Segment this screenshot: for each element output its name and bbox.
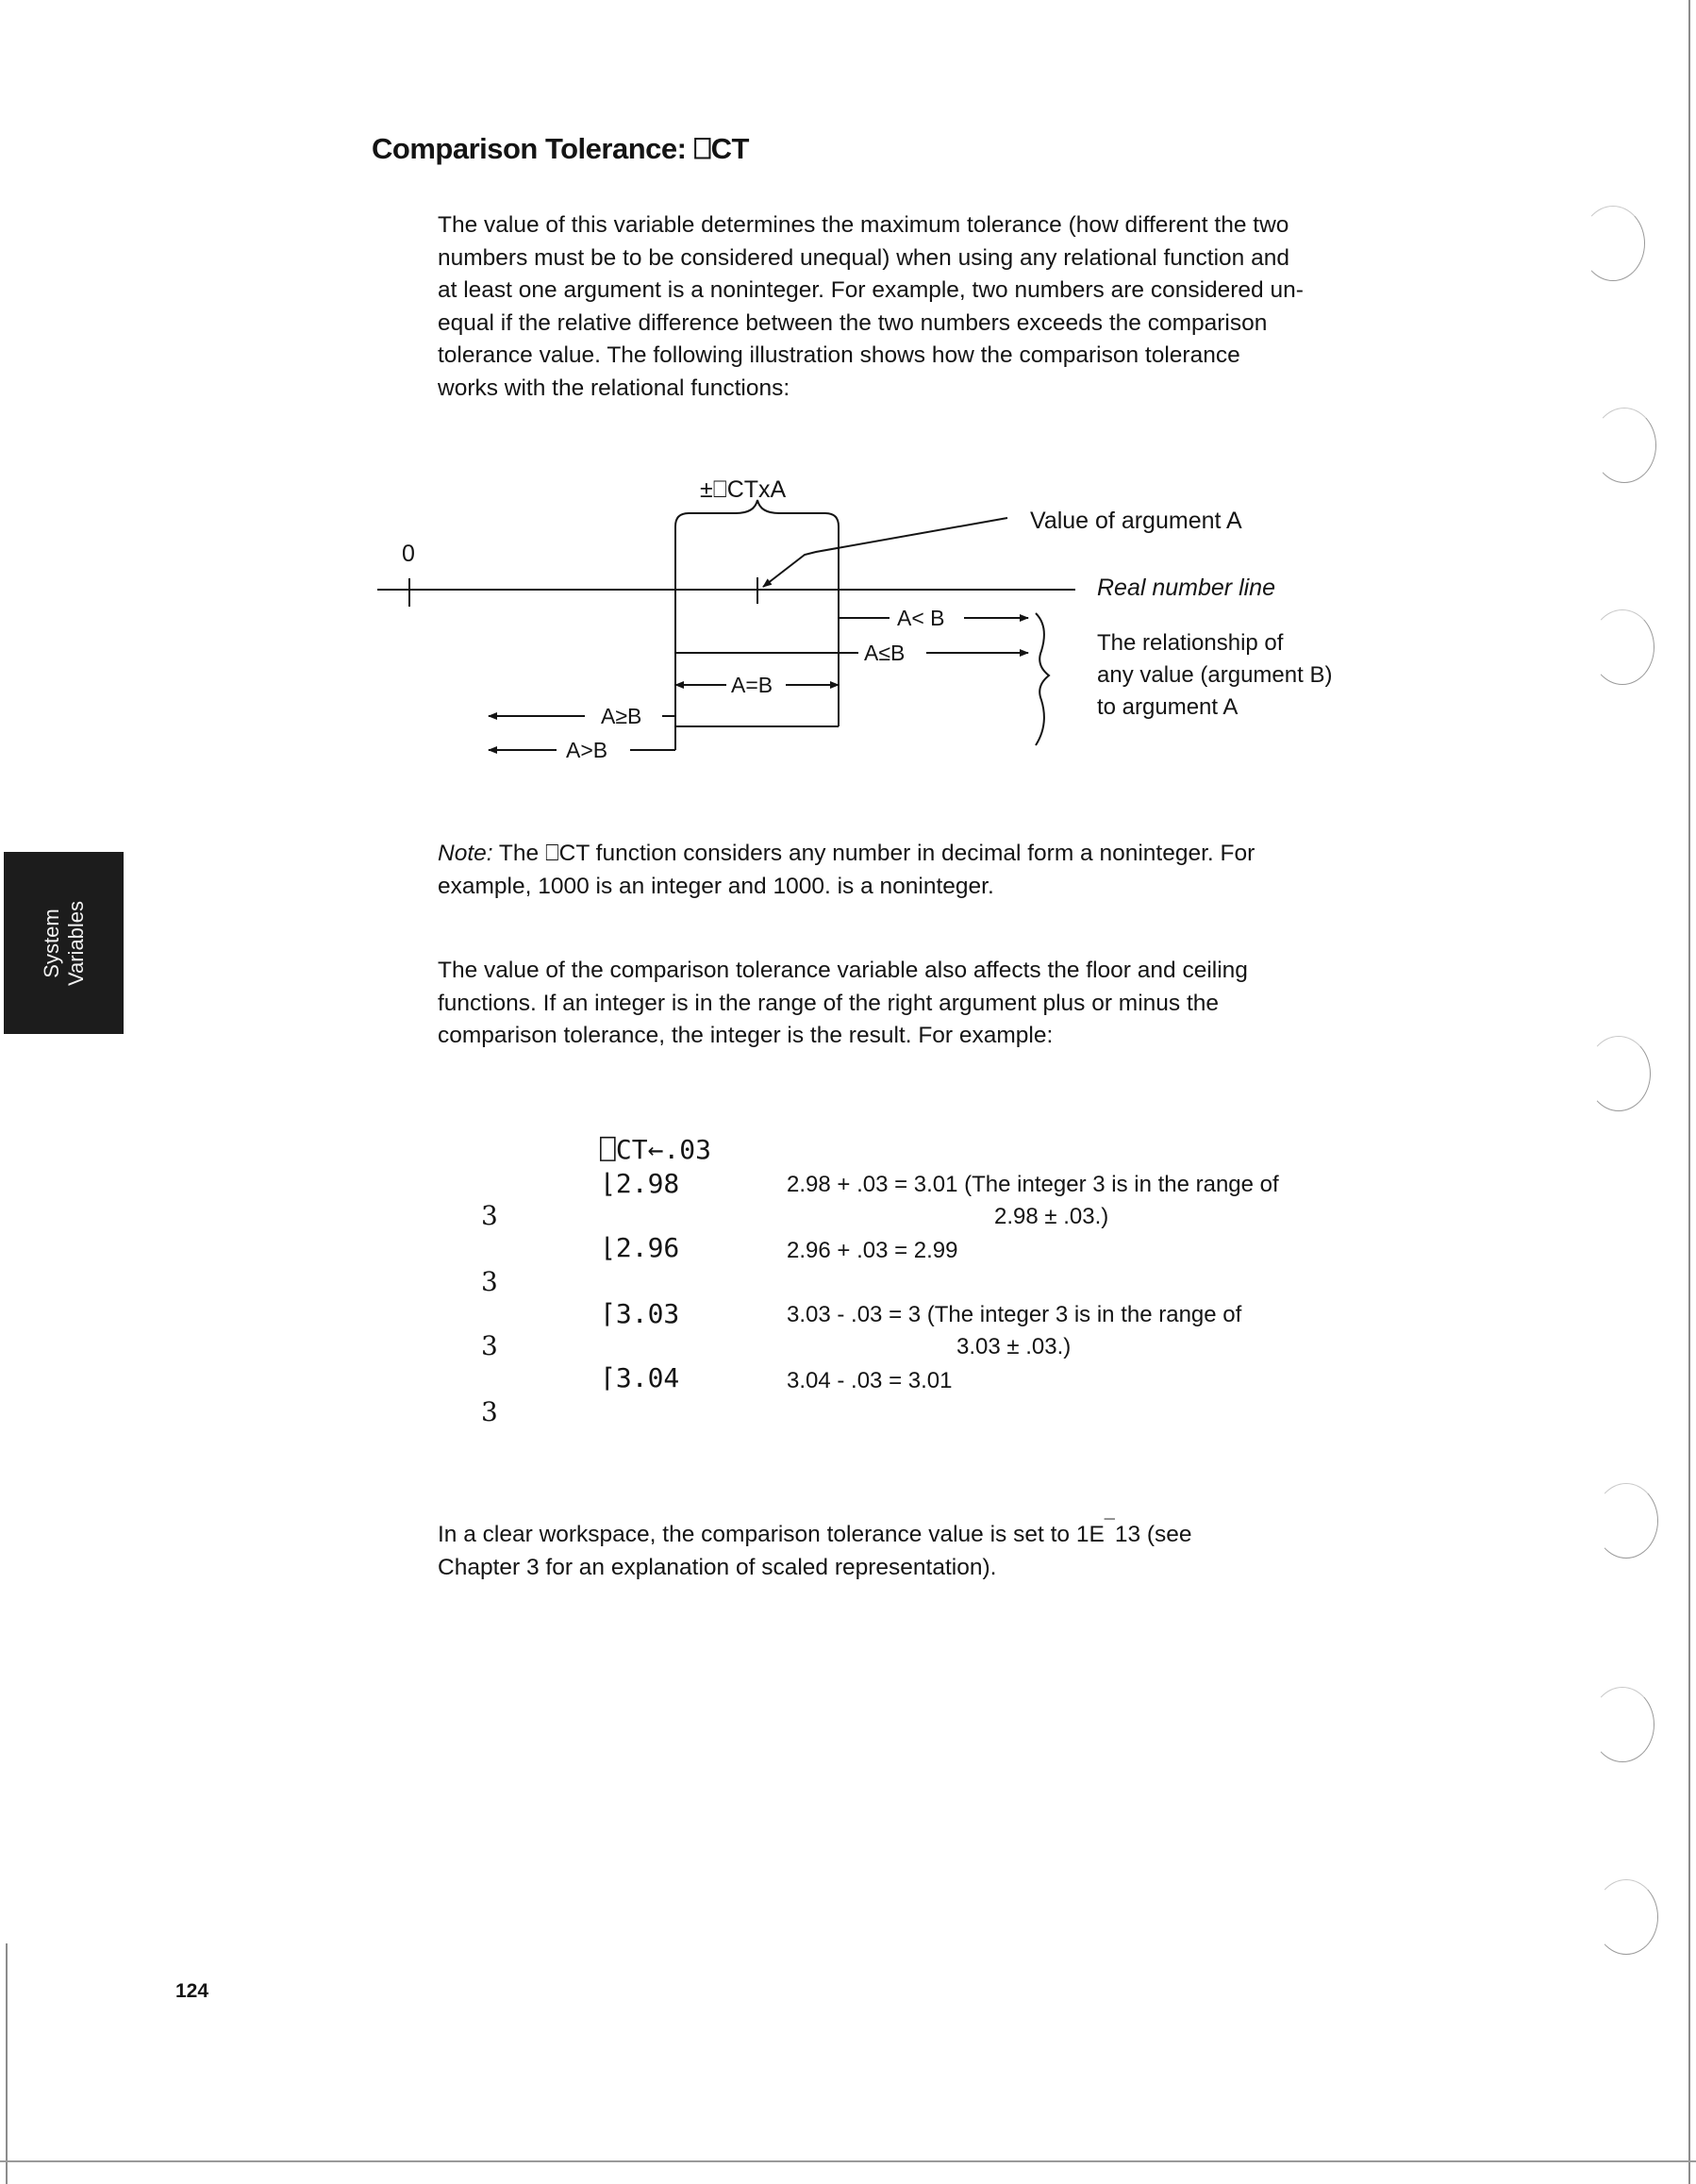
example-assign: ⎕CT←.03 <box>600 1134 712 1165</box>
example-code: ⌊2.96 <box>600 1232 680 1263</box>
relationship-brace <box>1036 613 1049 745</box>
binder-hole <box>1594 1483 1658 1559</box>
rel-le-label: A≤B <box>864 641 906 665</box>
example-explanation: 3.04 - .03 = 3.01 <box>787 1368 953 1393</box>
value-a-pointer <box>763 518 1007 587</box>
relationship-line: any value (argument B) <box>1097 662 1333 688</box>
rel-eq-label: A=B <box>731 673 773 697</box>
example-result: 3 <box>481 1396 498 1427</box>
side-tab-line: Variables <box>63 900 88 986</box>
page-edge-right <box>1688 0 1690 2184</box>
example-explanation: 3.03 ± .03.) <box>956 1334 1072 1359</box>
binder-hole <box>1587 1036 1651 1111</box>
paragraph-line: Chapter 3 for an explanation of scaled representation). <box>438 1554 997 1580</box>
example-explanation: 3.03 - .03 = 3 (The integer 3 is in the range of <box>787 1302 1242 1327</box>
zero-label: 0 <box>402 541 415 567</box>
intro-line: works with the relational functions: <box>438 375 790 401</box>
page-edge-bottom <box>0 2160 1696 2162</box>
real-line-label: Real number line <box>1097 575 1275 601</box>
paragraph-line: The value of the comparison tolerance variable also affects the floor and ceiling <box>438 958 1248 983</box>
note-line: example, 1000 is an integer and 1000. is a noninteger. <box>438 873 994 899</box>
binder-hole <box>1594 1879 1658 1955</box>
binder-hole <box>1592 408 1656 483</box>
note-line: The ⎕CT function considers any number in decimal form a noninteger. For <box>492 841 1255 866</box>
binder-hole <box>1590 1687 1654 1762</box>
example-code: ⌈3.04 <box>600 1362 680 1393</box>
note-label: Note: <box>438 841 493 866</box>
rel-lt-label: A< B <box>897 606 945 630</box>
tolerance-diagram <box>0 0 1696 849</box>
intro-line: tolerance value. The following illustration shows how the comparison tolerance <box>438 342 1240 368</box>
paragraph-line: 13 (see <box>1114 1522 1192 1548</box>
example-explanation: 2.96 + .03 = 2.99 <box>787 1238 958 1263</box>
binder-hole <box>1581 206 1645 281</box>
example-code: ⌊2.98 <box>600 1168 680 1199</box>
intro-line: The value of this variable determines the maximum tolerance (how different the two <box>438 212 1289 238</box>
value-of-a-label: Value of argument A <box>1030 508 1242 534</box>
intro-line: equal if the relative difference between the two numbers exceeds the comparison <box>438 309 1268 336</box>
example-explanation: 2.98 ± .03.) <box>994 1204 1109 1229</box>
relationship-line: The relationship of <box>1097 630 1284 656</box>
binder-hole <box>1590 609 1654 685</box>
tolerance-label: ±⎕CTxA <box>700 476 787 503</box>
page-edge-left <box>6 1943 8 2184</box>
paragraph-line: comparison tolerance, the integer is the result. For example: <box>438 1023 1054 1048</box>
high-minus: ¯ <box>1104 1517 1115 1538</box>
workspace-paragraph <box>438 1511 1381 1584</box>
example-code: ⌈3.03 <box>600 1298 680 1329</box>
example-result: 3 <box>481 1200 498 1231</box>
page-number: 124 <box>175 1980 209 2002</box>
paragraph-line: In a clear workspace, the comparison tolerance value is set to 1E <box>438 1522 1105 1548</box>
side-tab-line: System <box>39 908 63 978</box>
rel-gt-label: A>B <box>566 738 608 762</box>
section-side-tab <box>4 852 124 1034</box>
intro-line: numbers must be to be considered unequal) when using any relational function and <box>438 244 1289 271</box>
intro-line: at least one argument is a noninteger. For example, two numbers are considered un- <box>438 277 1304 303</box>
example-explanation: 2.98 + .03 = 3.01 (The integer 3 is in the range of <box>787 1172 1279 1197</box>
floor-ceiling-paragraph <box>438 955 1381 1053</box>
rel-ge-label: A≥B <box>601 704 642 728</box>
example-result: 3 <box>481 1330 498 1361</box>
note-paragraph <box>438 838 1381 903</box>
paragraph-line: functions. If an integer is in the range of the right argument plus or minus the <box>438 990 1220 1016</box>
example-result: 3 <box>481 1266 498 1297</box>
section-heading: Comparison Tolerance: ⎕CT <box>372 132 749 165</box>
tolerance-brace <box>675 500 839 526</box>
relationship-line: to argument A <box>1097 694 1239 720</box>
